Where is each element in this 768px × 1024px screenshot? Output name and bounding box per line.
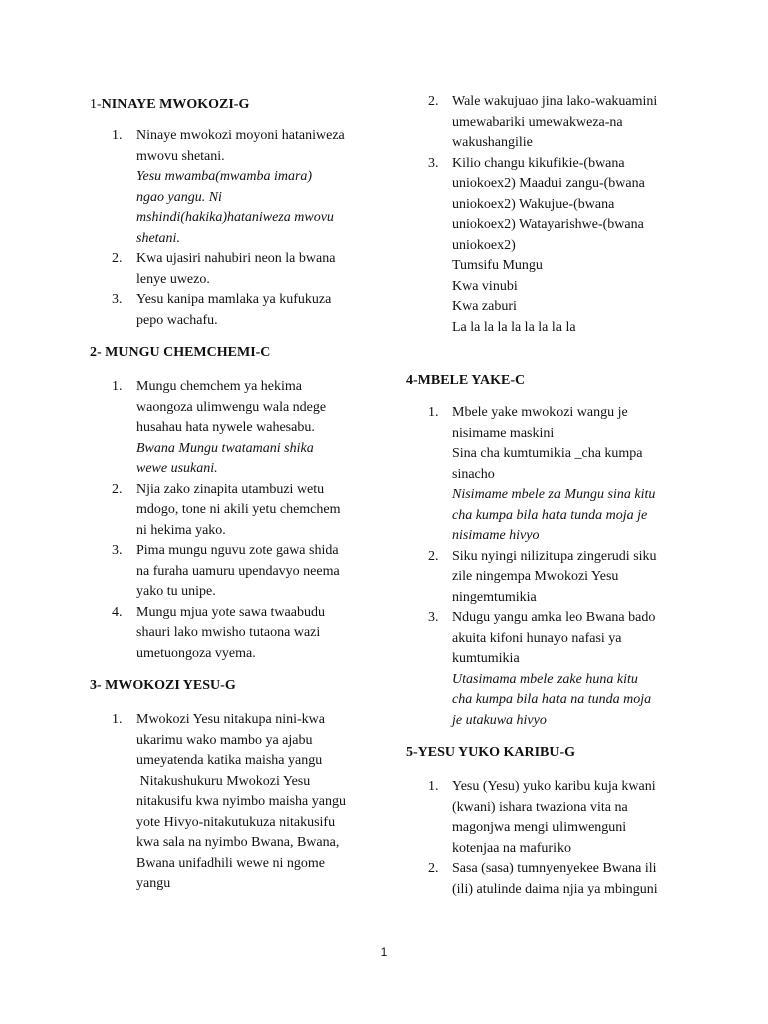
song-3-verse-1: 1. Mwokozi Yesu nitakupa nini-kwa ukarimu wako mambo ya ajabu umeyatenda katika maisha yangu Nitakushukuru Mwokozi Yesu nitakusifu kwa nyimbo maisha yangu yote Hivyo-nitakutukuza nitakusifu kwa sala na nyimbo Bwana, Bwana, Bwana unifadhili wewe ni ngome yangu: [112, 712, 346, 891]
song-4-title: 4-MBELE YAKE-C: [406, 373, 526, 388]
song-3-verse-3: 3. Kilio changu kikufikie-(bwana uniokoex2) Maadui zangu-(bwana uniokoex2) Wakujue-(bwana uniokoex2) Watayarishwe-(bwana uniokoex2) Tumsifu Mungu Kwa vinubi Kwa zaburi La la la la la la la la la: [428, 155, 645, 335]
song-2-verse-3: 3. Pima mungu nguvu zote gawa shida na furaha uamuru upendavyo neema yako tu unipe.: [112, 543, 340, 599]
song-3-verses-continued: [406, 92, 686, 338]
song-2-verse-2: 2. Njia zako zinapita utambuzi wetu mdogo, tone ni akili yetu chemchem ni hekima yako.: [112, 481, 341, 538]
song-2-verse-1: 1. Mungu chemchem ya hekima waongoza ulimwengu wala ndege husahau hata nywele wahesabu. Bwana Mungu twatamani shika wewe usukani.: [112, 379, 327, 476]
song-4-verse-3: 3. Ndugu yangu amka leo Bwana bado akuita kifoni hunayo nafasi ya kumtumikia Utasimama mbele zake huna kitu cha kumpa bila hata na tunda moja je utakuwa hivyo: [428, 610, 656, 728]
right-column: [406, 92, 686, 900]
song-1-verse-3: 3. Yesu kanipa mamlaka ya kufukuza pepo wachafu.: [112, 292, 332, 328]
page-number: 1: [380, 945, 388, 959]
song-1-verse-2: 2. Kwa ujasiri nahubiri neon la bwana lenye uwezo.: [112, 251, 336, 287]
song-2-verses: [90, 377, 372, 664]
song-3-verse-2: 2. Wale wakujuao jina lako-wakuamini umewabariki umewakweza-na wakushangilie: [428, 94, 658, 150]
song-5-title: 5-YESU YUKO KARIBU-G: [406, 745, 576, 760]
song-2-verse-4: 4. Mungu mjua yote sawa twaabudu shauri lako mwisho tutaona wazi umetuongoza vyema.: [112, 604, 325, 661]
song-5-verse-1: 1. Yesu (Yesu) yuko karibu kuja kwani (kwani) ishara twaziona vita na magonjwa mengi ulimwenguni kotenjaa na mafuriko: [428, 779, 656, 856]
song-1-verse-1: 1. Ninaye mwokozi moyoni hataniweza mwovu shetani. Yesu mwamba(mwamba imara) ngao yangu. Ni mshindi(hakika)hataniweza mwovu shetani.: [112, 128, 345, 246]
song-4-verse-1: 1. Mbele yake mwokozi wangu je nisimame maskini Sina cha kumtumikia _cha kumpa sinacho Nisimame mbele za Mungu sina kitu cha kumpa bila hata tunda moja je nisimame hivyo: [428, 405, 656, 543]
song-4-verses: [406, 403, 686, 731]
song-5-verses: [406, 777, 686, 900]
song-1-verses: [90, 126, 372, 331]
left-column: [90, 92, 372, 895]
song-1-title: 1-NINAYE MWOKOZI-G: [90, 97, 250, 112]
song-2-title: 2- MUNGU CHEMCHEMI-C: [90, 345, 271, 360]
song-4-verse-2: 2. Siku nyingi nilizitupa zingerudi siku zile ningempa Mwokozi Yesu ningemtumikia: [428, 548, 657, 605]
song-3-title: 3- MWOKOZI YESU-G: [90, 678, 236, 693]
song-3-verses: [90, 710, 372, 895]
song-5-verse-2: 2. Sasa (sasa) tumnyenyekee Bwana ili (ili) atulinde daima njia ya mbinguni: [428, 861, 658, 897]
